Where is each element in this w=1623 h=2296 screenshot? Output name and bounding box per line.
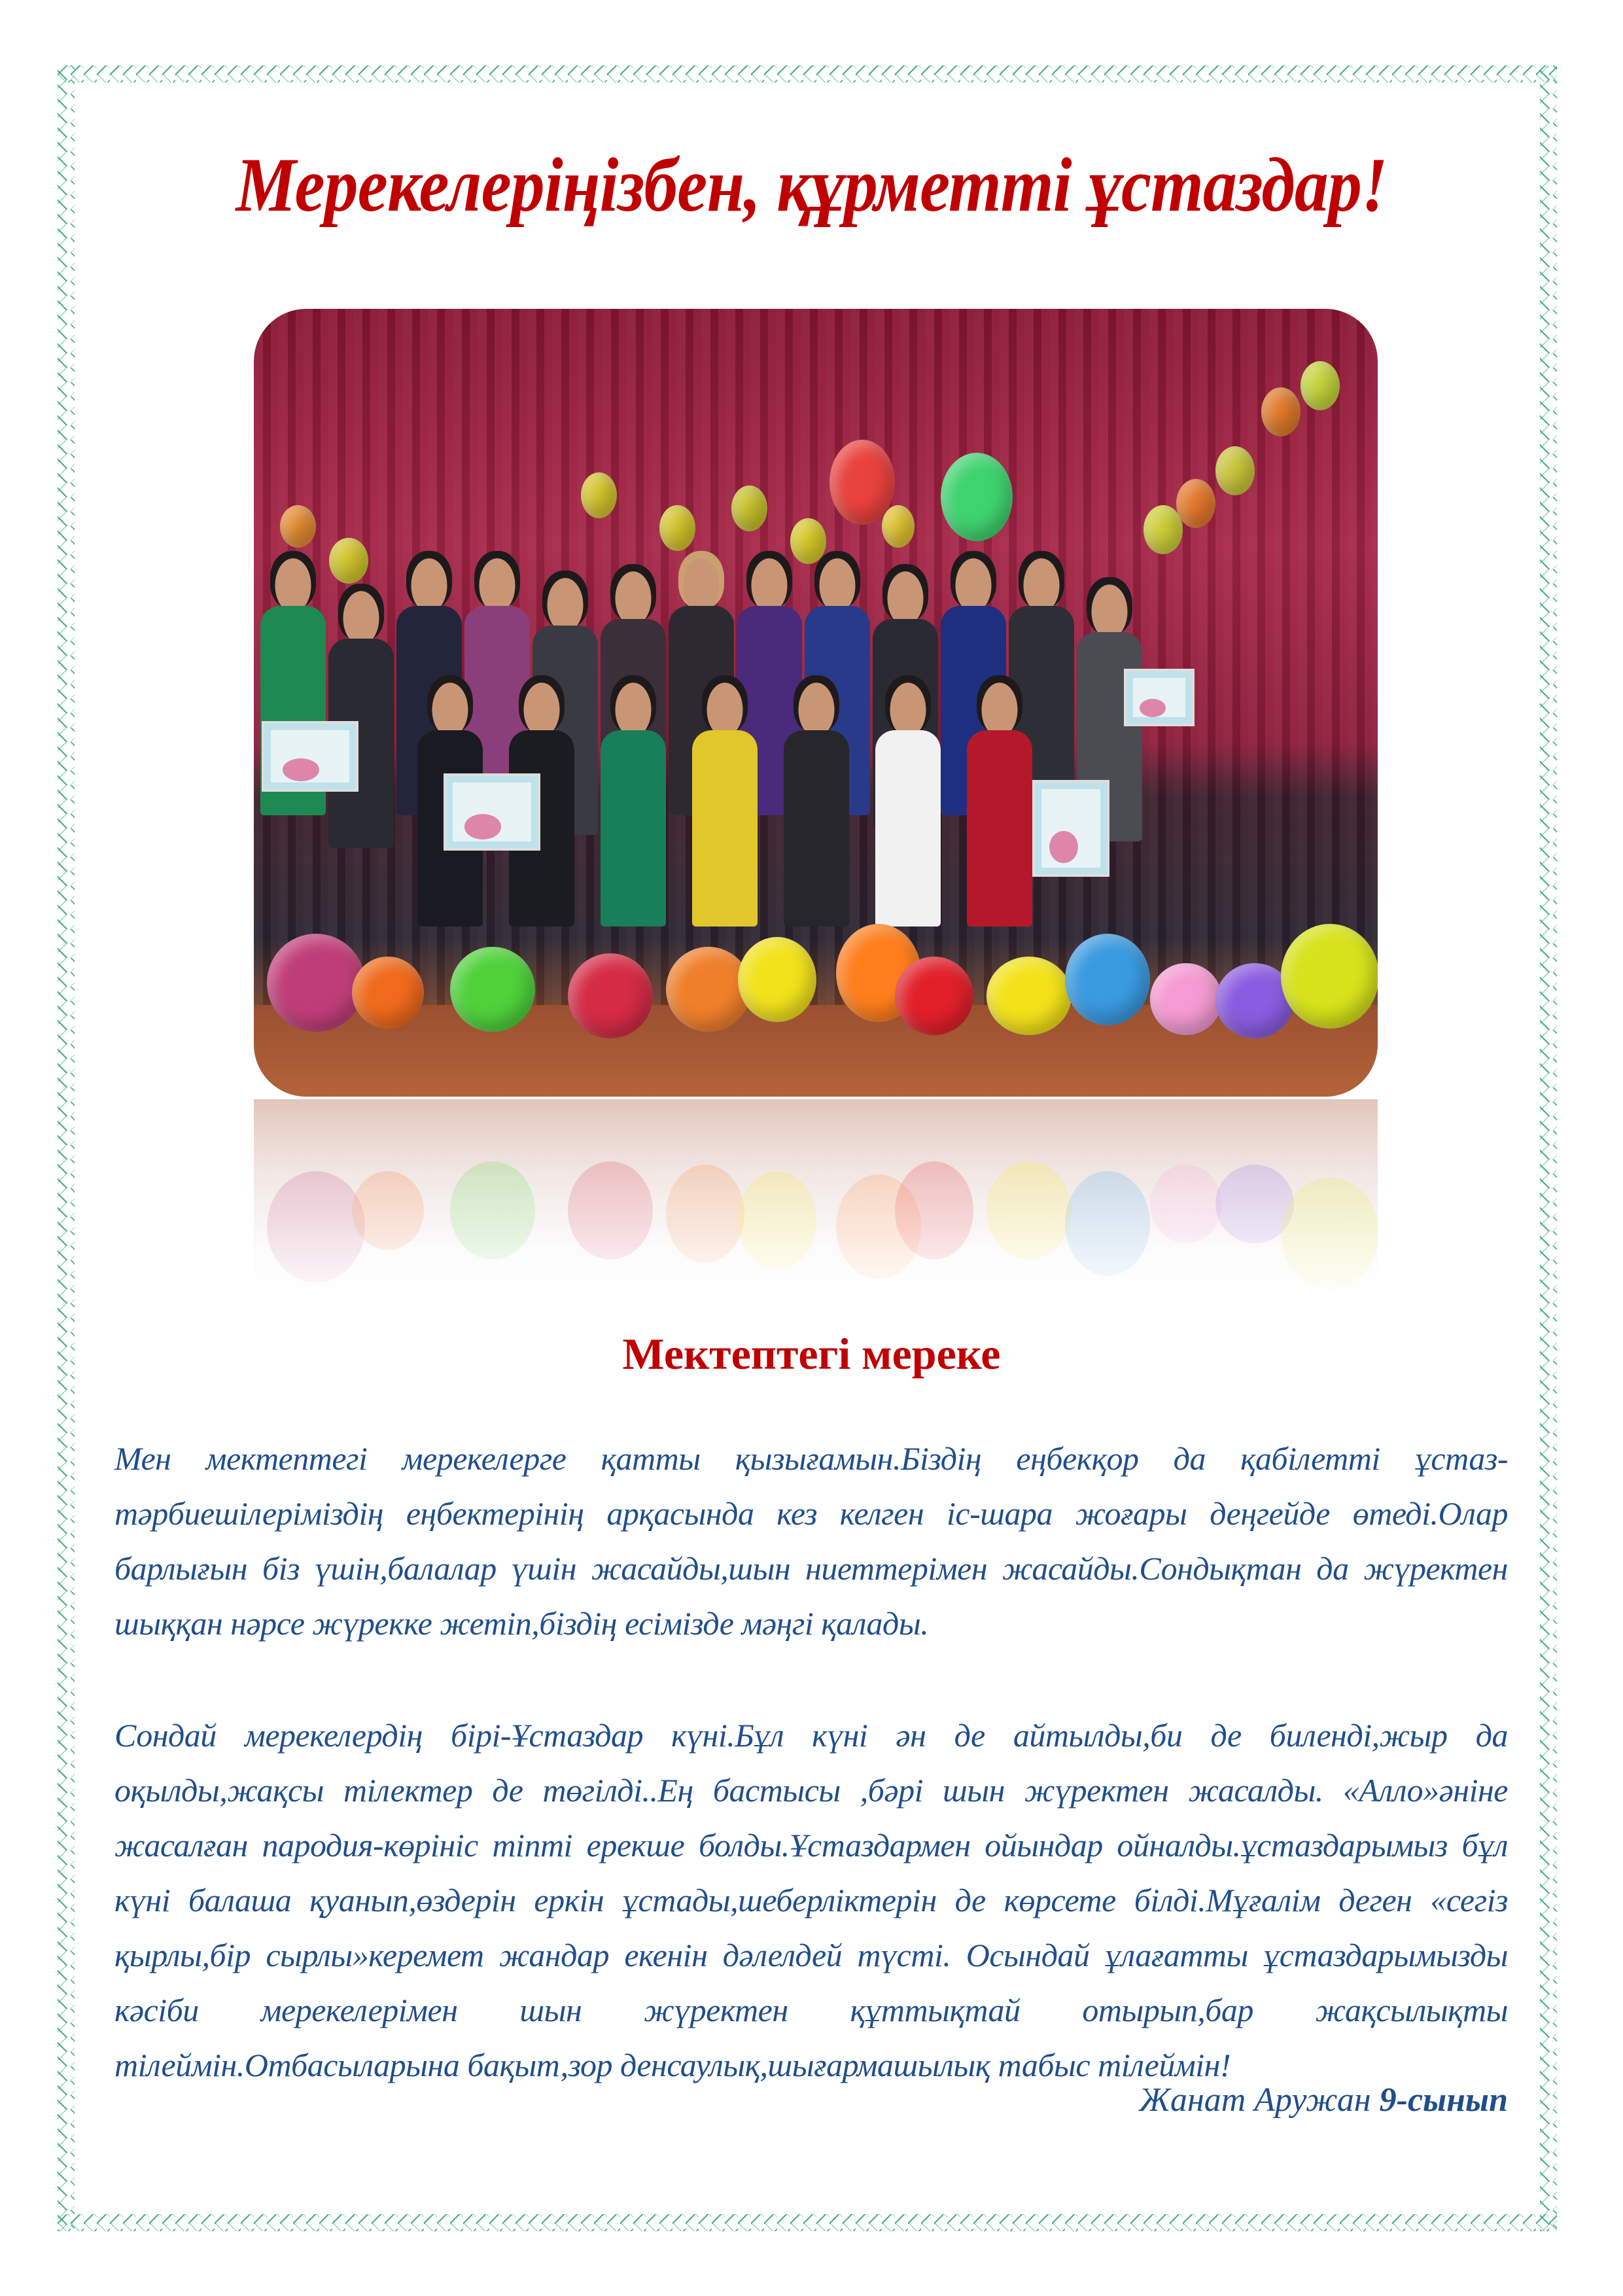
page-title: Мерекелеріңізбен, құрметті ұстаздар! <box>236 142 1387 228</box>
balloon <box>1261 387 1300 436</box>
balloon <box>882 505 915 548</box>
balloon <box>986 957 1072 1035</box>
balloon <box>352 957 424 1029</box>
paragraph-2: Сондай мерекелердің бірі-Ұстаздар күні.Бұл күні ән де айтылды,би де биленді,жыр да оқылды,жақсы тілектер де төгілді..Ең бастысы ,бәрі шын жүректен жасалды. «Алло»әніне жасалған пародия-көрініс тіпті ерекше болды.Ұстаздармен ойындар ойналды.ұстаздарымыз бұл күні балаша қуанып,өздерін еркін ұстады,шеберліктерін де көрсете білді.Мұғалім деген «сегіз қырлы,бір сырлы»керемет жандар екенін дәлелдей түсті. Осындай ұлағатты ұстаздарымызды кәсіби мерекелерімен шын жүректен құттықтай отырып,бар жақсылықты тілеймін.Отбасыларына бақыт,зор денсаулық,шығармашылық табыс тілеймін! <box>114 1717 1508 2083</box>
balloon <box>568 953 653 1038</box>
reflected-balloon <box>836 1174 921 1279</box>
border-bottom <box>58 2214 1557 2231</box>
reflected-balloon <box>986 1161 1072 1260</box>
signature-author: Жанат Аружан <box>1139 2081 1371 2119</box>
balloon <box>1300 361 1340 410</box>
reflected-balloon <box>1215 1165 1294 1243</box>
balloon <box>581 472 617 518</box>
balloon <box>450 947 535 1032</box>
certificate <box>1032 780 1109 877</box>
reflected-balloon <box>666 1165 744 1263</box>
paragraph-1: Мен мектептегі мерекелерге қатты қызығамын.Біздің еңбекқор да қабілетті ұстаз-тәрбиешілерімiздің еңбектерінің арқасында кез келген іс-шара жоғары деңгейде өтеді.Олар барлығын біз үшін,балалар үшін жасайды,шын ниеттерімен жасайды.Сондықтан да жүректен шыққан нәрсе жүрекке жетіп,біздің есімізде мәңгі қалады. <box>114 1440 1508 1642</box>
balloon <box>267 934 365 1032</box>
reflected-balloon <box>450 1161 535 1260</box>
reflected-balloon <box>738 1171 816 1269</box>
reflected-balloon <box>1150 1165 1222 1243</box>
border-right <box>1540 65 1557 2231</box>
person <box>260 551 326 848</box>
person <box>967 675 1032 927</box>
balloon <box>895 957 973 1035</box>
group-photo <box>254 309 1378 1097</box>
balloon <box>941 453 1013 541</box>
certificate <box>1124 669 1195 726</box>
person <box>784 675 849 927</box>
balloon <box>280 505 316 548</box>
balloon <box>731 486 767 531</box>
signature-grade: 9-сынып <box>1379 2081 1508 2119</box>
section-heading: Мектептегі мереке <box>622 1329 1001 1379</box>
certificate <box>262 721 358 792</box>
balloon <box>1065 934 1150 1025</box>
person <box>692 675 758 927</box>
photo-reflection <box>254 1099 1378 1315</box>
reflected-balloon <box>267 1171 365 1282</box>
balloon <box>1150 963 1222 1035</box>
balloon <box>666 947 751 1032</box>
certificate <box>444 773 540 851</box>
reflected-balloon <box>1281 1178 1378 1289</box>
balloon <box>738 937 816 1022</box>
person <box>601 675 666 927</box>
reflected-balloon <box>1065 1171 1150 1276</box>
reflected-balloon <box>895 1161 973 1260</box>
balloon <box>1176 479 1215 528</box>
signature <box>1139 2081 1508 2119</box>
balloon <box>1281 924 1378 1029</box>
reflected-balloon <box>352 1171 424 1250</box>
person <box>328 584 394 848</box>
balloon <box>659 505 695 551</box>
balloon <box>1215 446 1255 495</box>
reflected-balloon <box>568 1161 653 1260</box>
border-top <box>58 65 1557 82</box>
border-left <box>58 65 75 2231</box>
balloon <box>1143 505 1183 554</box>
person <box>875 675 941 927</box>
